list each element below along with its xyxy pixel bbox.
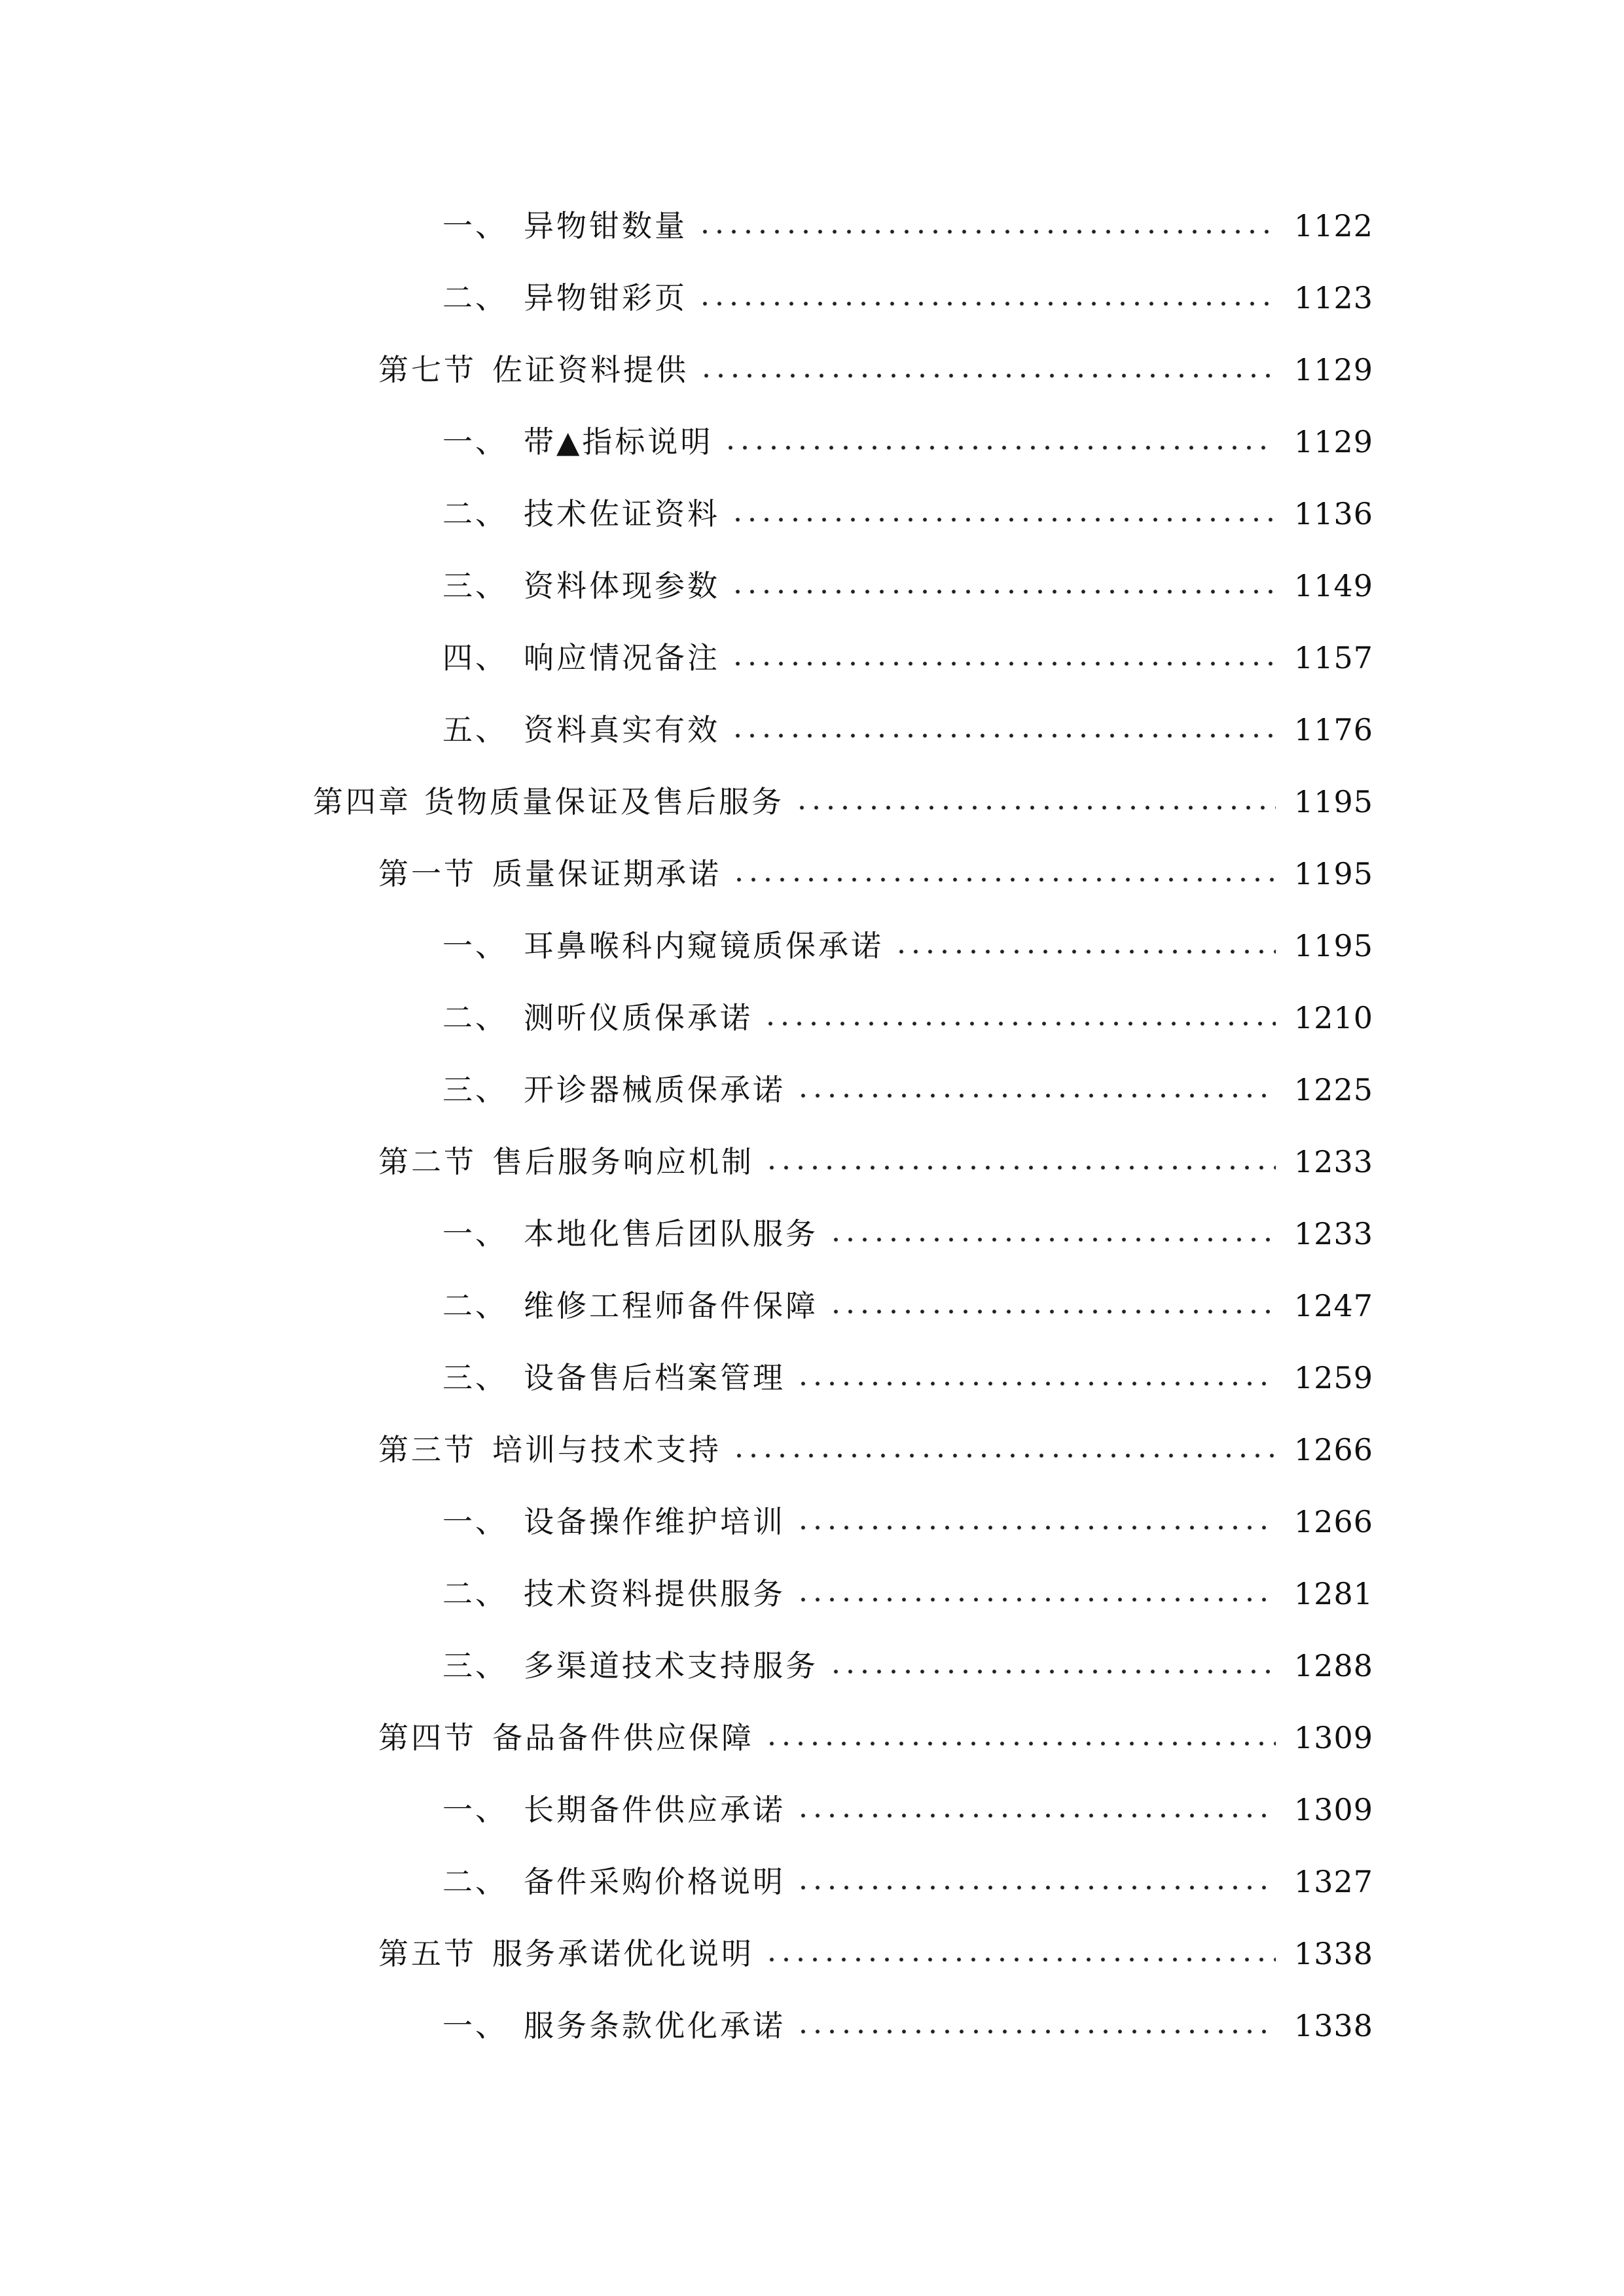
toc-entry[interactable] [0,1054,1624,1126]
entry-page-number: 1338 [1293,1936,1373,1971]
entry-label [378,856,721,891]
entry-title: 异物钳数量 [524,208,687,243]
entry-title: 备品备件供应保障 [492,1720,754,1755]
entry-title: 带▲指标说明 [524,424,713,459]
entry-page-number: 1176 [1293,712,1373,747]
entry-label [313,784,784,819]
entry-number: 二、 [442,280,508,315]
entry-title: 售后服务响应机制 [492,1144,754,1179]
entry-page-number: 1136 [1293,496,1373,531]
toc-entry[interactable] [0,334,1624,406]
entry-page-number: 1122 [1293,208,1373,243]
dot-leader [796,1093,1276,1098]
entry-page-number: 1288 [1293,1648,1373,1683]
entry-label [442,1360,785,1395]
entry-label [442,208,687,243]
dot-leader [731,589,1276,594]
entry-number: 一、 [442,1216,508,1251]
entry-number: 二、 [442,1864,508,1899]
toc-entry[interactable] [0,1846,1624,1918]
entry-title: 耳鼻喉科内窥镜质保承诺 [524,928,884,963]
dot-leader [699,373,1276,378]
entry-number: 第一节 [378,856,477,891]
entry-page-number: 1233 [1293,1144,1373,1179]
entry-title: 本地化售后团队服务 [524,1216,818,1251]
entry-page-number: 1259 [1293,1360,1373,1395]
toc-entry[interactable] [0,550,1624,622]
dot-leader [765,1741,1276,1746]
entry-page-number: 1247 [1293,1288,1373,1323]
entry-title: 开诊器械质保承诺 [524,1072,785,1107]
entry-number: 一、 [442,424,508,459]
entry-number: 四、 [442,640,508,675]
entry-number: 二、 [442,1288,508,1323]
toc-entry[interactable] [0,766,1624,838]
entry-number: 一、 [442,2008,508,2043]
entry-number: 第七节 [378,352,477,387]
toc-entry[interactable] [0,1630,1624,1702]
entry-page-number: 1309 [1293,1720,1373,1755]
entry-number: 第五节 [378,1936,477,1971]
toc-entry[interactable] [0,1774,1624,1846]
entry-page-number: 1225 [1293,1072,1373,1107]
entry-label [378,1720,754,1755]
entry-title: 技术佐证资料 [524,496,720,531]
entry-page-number: 1123 [1293,280,1373,315]
toc-entry[interactable] [0,1558,1624,1630]
entry-title: 备件采购价格说明 [524,1864,785,1899]
entry-title: 维修工程师备件保障 [524,1288,818,1323]
entry-page-number: 1210 [1293,1000,1373,1035]
entry-number: 三、 [442,1360,508,1395]
entry-number: 一、 [442,1504,508,1539]
entry-number: 五、 [442,712,508,747]
entry-label [442,1288,818,1323]
toc-entry[interactable] [0,910,1624,982]
dot-leader [765,1165,1276,1170]
entry-number: 二、 [442,1000,508,1035]
dot-leader [731,661,1276,666]
entry-label [442,928,884,963]
entry-page-number: 1195 [1293,856,1373,891]
toc-entry[interactable] [0,262,1624,334]
entry-number: 三、 [442,1648,508,1683]
entry-page-number: 1338 [1293,2008,1373,2043]
toc-entry[interactable] [0,1702,1624,1774]
entry-title: 长期备件供应承诺 [524,1792,785,1827]
entry-page-number: 1327 [1293,1864,1373,1899]
dot-leader [765,1957,1276,1962]
dot-leader [796,1597,1276,1602]
table-of-contents [0,190,1624,2062]
entry-label [442,1648,818,1683]
entry-label [442,1216,818,1251]
entry-label [378,1936,754,1971]
toc-entry[interactable] [0,1126,1624,1198]
toc-entry[interactable] [0,478,1624,550]
entry-label [442,712,720,747]
entry-label [378,352,689,387]
entry-page-number: 1195 [1293,784,1373,819]
entry-label [442,2008,785,2043]
entry-number: 第二节 [378,1144,477,1179]
toc-entry[interactable] [0,1990,1624,2062]
toc-entry[interactable] [0,1198,1624,1270]
entry-number: 二、 [442,496,508,531]
entry-label [442,1072,785,1107]
dot-leader [829,1669,1276,1674]
entry-title: 技术资料提供服务 [524,1576,785,1611]
toc-entry[interactable] [0,1918,1624,1990]
entry-label [442,280,687,315]
entry-title: 响应情况备注 [524,640,720,675]
entry-title: 佐证资料提供 [492,352,689,387]
entry-title: 多渠道技术支持服务 [524,1648,818,1683]
toc-entry[interactable] [0,694,1624,766]
toc-entry[interactable] [0,190,1624,262]
dot-leader [829,1309,1276,1314]
entry-title: 异物钳彩页 [524,280,687,315]
entry-label [442,1576,785,1611]
dot-leader [796,2029,1276,2034]
entry-label [442,640,720,675]
entry-label [442,1864,785,1899]
entry-label [442,1504,785,1539]
dot-leader [731,733,1276,738]
dot-leader [894,949,1276,954]
entry-title: 设备操作维护培训 [524,1504,785,1539]
entry-page-number: 1129 [1293,424,1373,459]
dot-leader [698,229,1276,234]
entry-label [442,1792,785,1827]
toc-entry[interactable] [0,982,1624,1054]
entry-title: 资料体现参数 [524,568,720,603]
entry-number: 第四节 [378,1720,477,1755]
dot-leader [829,1237,1276,1242]
entry-title: 培训与技术支持 [492,1432,721,1467]
entry-number: 第四章 [313,784,411,819]
entry-label [442,496,720,531]
entry-number: 一、 [442,1792,508,1827]
toc-entry[interactable] [0,1270,1624,1342]
entry-number: 三、 [442,568,508,603]
toc-entry[interactable] [0,622,1624,694]
entry-number: 一、 [442,928,508,963]
dot-leader [796,1525,1276,1530]
entry-number: 二、 [442,1576,508,1611]
entry-number: 三、 [442,1072,508,1107]
toc-entry[interactable] [0,406,1624,478]
entry-page-number: 1195 [1293,928,1373,963]
entry-title: 设备售后档案管理 [524,1360,785,1395]
dot-leader [732,877,1276,882]
entry-page-number: 1309 [1293,1792,1373,1827]
entry-label [378,1144,754,1179]
dot-leader [795,805,1276,810]
entry-page-number: 1129 [1293,352,1373,387]
dot-leader [796,1381,1276,1386]
entry-page-number: 1233 [1293,1216,1373,1251]
entry-title: 服务条款优化承诺 [524,2008,785,2043]
dot-leader [731,517,1276,522]
dot-leader [732,1453,1276,1458]
entry-page-number: 1149 [1293,568,1373,603]
entry-title: 测听仪质保承诺 [524,1000,753,1035]
dot-leader [698,301,1276,306]
entry-title: 服务承诺优化说明 [492,1936,754,1971]
toc-entry[interactable] [0,1342,1624,1414]
entry-title: 质量保证期承诺 [492,856,721,891]
entry-label [378,1432,721,1467]
entry-title: 货物质量保证及售后服务 [424,784,784,819]
entry-page-number: 1266 [1293,1432,1373,1467]
entry-page-number: 1157 [1293,640,1373,675]
entry-label [442,424,713,459]
toc-entry[interactable] [0,1414,1624,1486]
toc-entry[interactable] [0,1486,1624,1558]
dot-leader [723,445,1276,450]
entry-page-number: 1281 [1293,1576,1373,1611]
entry-title: 资料真实有效 [524,712,720,747]
toc-entry[interactable] [0,838,1624,910]
dot-leader [796,1885,1276,1890]
entry-label [442,568,720,603]
entry-number: 第三节 [378,1432,477,1467]
dot-leader [796,1813,1276,1818]
entry-label [442,1000,753,1035]
entry-number: 一、 [442,208,508,243]
dot-leader [763,1021,1276,1026]
entry-page-number: 1266 [1293,1504,1373,1539]
